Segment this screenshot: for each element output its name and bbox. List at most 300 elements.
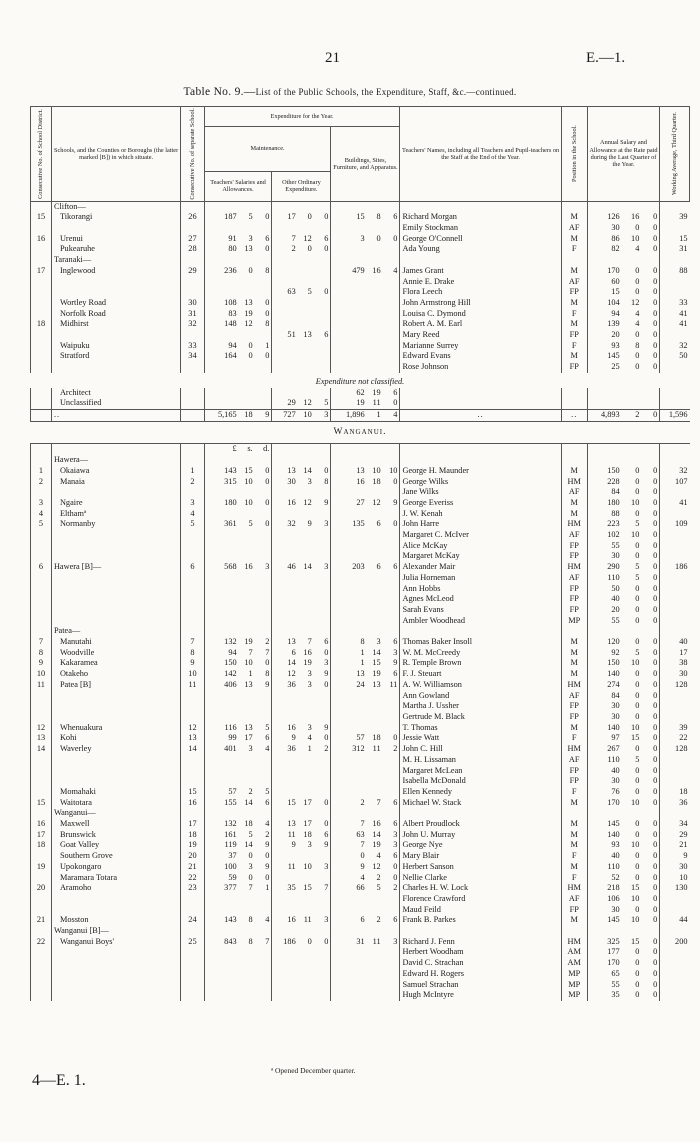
buildings-shillings: 2 [376, 872, 381, 882]
salaries-shillings [239, 541, 255, 552]
salaries-shillings: 14 [244, 797, 253, 807]
school-name [51, 755, 180, 766]
school-name [51, 551, 180, 562]
footer-reference: 4—E. 1. [32, 1072, 86, 1089]
buildings-pounds: 3 [331, 234, 367, 245]
teacher-name: Margaret C. McIver [400, 530, 561, 541]
table-row [31, 744, 690, 755]
other-shillings: 12 [303, 497, 312, 507]
salary-pence [641, 388, 659, 399]
buildings-pence: 0 [393, 861, 398, 871]
buildings-pence: 3 [393, 840, 398, 850]
buildings-pounds [331, 894, 367, 905]
teacher-name: Ada Young [400, 244, 561, 255]
buildings-shillings [367, 573, 383, 584]
teacher-name: Mary Blair [400, 851, 561, 862]
district-no [31, 905, 52, 916]
position: HM [561, 562, 587, 573]
salary-pence: 0 [653, 637, 658, 647]
school-name: Brunswick [51, 830, 180, 841]
district-no [31, 969, 52, 980]
salaries-pence [255, 287, 272, 298]
other-pence: 6 [324, 829, 329, 839]
position: F [561, 309, 587, 320]
salaries-shillings [239, 926, 255, 937]
salaries-shillings: 3 [248, 233, 253, 243]
school-no [181, 388, 204, 399]
other-pounds [272, 530, 298, 541]
salary-pence: 0 [653, 851, 658, 861]
salaries-pence: 0 [265, 658, 270, 668]
buildings-pence [383, 351, 400, 362]
buildings-pounds [331, 701, 367, 712]
school-name: Waipuku [51, 341, 180, 352]
salaries-pounds: 161 [204, 830, 238, 841]
table-row [31, 351, 690, 362]
buildings-shillings [367, 530, 383, 541]
table-row [31, 541, 690, 552]
salary-pounds: 86 [587, 234, 621, 245]
salaries-pence: 7 [265, 936, 270, 946]
buildings-shillings [367, 787, 383, 798]
salaries-pence [255, 255, 272, 266]
school-no [181, 980, 204, 991]
school-name [51, 766, 180, 777]
table-row [31, 255, 690, 266]
other-pence: 3 [324, 861, 329, 871]
other-pounds [272, 990, 298, 1001]
buildings-pence [383, 894, 400, 905]
salary-pence: 0 [653, 690, 658, 700]
salaries-shillings: 16 [244, 562, 253, 572]
buildings-shillings [367, 330, 383, 341]
other-shillings [298, 201, 314, 212]
buildings-pence [383, 766, 400, 777]
other-shillings: 7 [307, 637, 312, 647]
attendance: 30 [660, 669, 690, 680]
salary-pounds: 325 [587, 937, 621, 948]
other-pence [314, 309, 331, 320]
buildings-pounds [331, 712, 367, 723]
district-no [31, 487, 52, 498]
district-no [31, 362, 52, 373]
salaries-shillings: 12 [244, 319, 253, 329]
buildings-shillings [367, 487, 383, 498]
salaries-shillings [239, 766, 255, 777]
salaries-shillings [239, 388, 255, 399]
salaries-shillings [239, 584, 255, 595]
other-pence [314, 455, 331, 466]
teacher-name: Martha J. Ussher [400, 701, 561, 712]
position: F [561, 244, 587, 255]
buildings-pence: 6 [393, 212, 398, 222]
salaries-pounds: 57 [204, 787, 238, 798]
school-no [181, 551, 204, 562]
attendance [660, 277, 690, 288]
salaries-shillings [239, 223, 255, 234]
school-name: Upokongaro [51, 862, 180, 873]
buildings-pence [383, 701, 400, 712]
attendance [660, 958, 690, 969]
salaries-pounds [204, 277, 238, 288]
other-pence [314, 551, 331, 562]
attendance [660, 808, 690, 819]
total-buildings-shillings: 1 [367, 410, 383, 422]
salaries-pence [255, 330, 272, 341]
other-pence [314, 362, 331, 373]
other-pounds [272, 905, 298, 916]
district-no [31, 244, 52, 255]
teacher-name: Mary Reed [400, 330, 561, 341]
salaries-shillings: 13 [244, 722, 253, 732]
teacher-name: Alexander Mair [400, 562, 561, 573]
salary-pounds: 35 [587, 990, 621, 1001]
school-no: 12 [181, 723, 204, 734]
teacher-name: Agnes McLeod [400, 594, 561, 605]
teacher-name [400, 455, 561, 466]
salaries-shillings [239, 605, 255, 616]
salary-pounds: 120 [587, 637, 621, 648]
salaries-pounds [204, 894, 238, 905]
salary-pence: 0 [653, 744, 658, 754]
attendance [660, 980, 690, 991]
salary-shillings: 0 [635, 362, 640, 372]
school-name: Midhirst [51, 319, 180, 330]
school-name [51, 330, 180, 341]
buildings-pence [383, 776, 400, 787]
table-row [31, 776, 690, 787]
table-row [31, 990, 690, 1001]
total-salary-pence: 0 [641, 410, 659, 422]
table-row [31, 851, 690, 862]
salaries-shillings: 5 [248, 212, 253, 222]
other-pence [314, 487, 331, 498]
buildings-shillings: 12 [372, 497, 381, 507]
other-shillings [298, 573, 314, 584]
attendance [660, 530, 690, 541]
teacher-name [400, 926, 561, 937]
position: FP [561, 287, 587, 298]
other-pence: 0 [324, 465, 329, 475]
buildings-pounds [331, 244, 367, 255]
salaries-shillings: 0 [248, 872, 253, 882]
buildings-shillings: 16 [372, 265, 381, 275]
teacher-name: J. W. Kenah [400, 509, 561, 520]
salaries-pounds [204, 398, 238, 409]
teacher-name: Flora Leech [400, 287, 561, 298]
salaries-pence: 5 [265, 722, 270, 732]
salary-shillings: 0 [635, 637, 640, 647]
salaries-pounds: 568 [204, 562, 238, 573]
position [561, 388, 587, 399]
salary-shillings: 0 [635, 487, 640, 497]
district-no [31, 541, 52, 552]
school-name: Tikorangi [51, 212, 180, 223]
other-pence: 9 [324, 722, 329, 732]
salary-pence: 0 [653, 711, 658, 721]
wanganui-header-body [31, 421, 690, 455]
school-name: Clifton— [51, 201, 180, 212]
salary-shillings: 8 [635, 340, 640, 350]
salary-pence: 0 [653, 604, 658, 614]
salary-pence: 0 [653, 497, 658, 507]
school-name [51, 894, 180, 905]
table-row [31, 551, 690, 562]
district-no: 8 [31, 648, 52, 659]
salary-pounds [587, 626, 621, 637]
attendance: 44 [660, 915, 690, 926]
school-name: Normanby [51, 519, 180, 530]
position: FP [561, 766, 587, 777]
table-row [31, 980, 690, 991]
district-no [31, 851, 52, 862]
district-no [31, 787, 52, 798]
teacher-name: Nellie Clarke [400, 873, 561, 884]
table-row [31, 341, 690, 352]
other-pounds: 17 [272, 212, 298, 223]
salary-pence: 0 [653, 287, 658, 297]
salaries-pence: 4 [265, 819, 270, 829]
buildings-pounds [331, 969, 367, 980]
salary-pounds: 55 [587, 980, 621, 991]
salary-pence: 0 [653, 276, 658, 286]
salaries-shillings: 0 [248, 340, 253, 350]
salaries-pounds [204, 455, 238, 466]
other-pounds [272, 362, 298, 373]
salary-shillings: 4 [635, 244, 640, 254]
salaries-pence [255, 947, 272, 958]
other-pence [314, 351, 331, 362]
salaries-shillings: 13 [244, 679, 253, 689]
title-rest: List of the Public Schools, the Expenditure, Staff, &c.—continued. [255, 87, 517, 97]
teacher-name: George Wilks [400, 477, 561, 488]
salaries-pence [255, 926, 272, 937]
salaries-pence [255, 990, 272, 1001]
salaries-shillings: 18 [244, 819, 253, 829]
other-shillings [298, 701, 314, 712]
header-expenditure: Expenditure for the Year. [204, 107, 400, 127]
other-shillings: 0 [307, 936, 312, 946]
school-name: Wortley Road [51, 298, 180, 309]
other-pence: 6 [324, 330, 329, 340]
buildings-pounds [331, 958, 367, 969]
salary-pounds: 170 [587, 798, 621, 809]
buildings-shillings: 19 [372, 669, 381, 679]
salary-pence: 0 [653, 530, 658, 540]
other-shillings [298, 990, 314, 1001]
buildings-shillings: 11 [372, 936, 381, 946]
position: AF [561, 691, 587, 702]
district-no [31, 990, 52, 1001]
attendance [660, 584, 690, 595]
salaries-shillings: 13 [244, 244, 253, 254]
buildings-shillings [367, 287, 383, 298]
attendance [660, 776, 690, 787]
buildings-pounds: 135 [331, 519, 367, 530]
salary-pounds: 40 [587, 851, 621, 862]
attendance: 32 [660, 466, 690, 477]
buildings-pence [383, 626, 400, 637]
salary-pence: 0 [653, 297, 658, 307]
buildings-pounds: 63 [331, 830, 367, 841]
table-row [31, 330, 690, 341]
buildings-shillings [367, 201, 383, 212]
other-shillings [298, 584, 314, 595]
attendance [660, 605, 690, 616]
position: MP [561, 990, 587, 1001]
salary-shillings: 0 [635, 851, 640, 861]
salaries-shillings: 15 [244, 465, 253, 475]
school-no: 23 [181, 883, 204, 894]
salaries-pounds [204, 905, 238, 916]
salaries-shillings: 1 [248, 669, 253, 679]
school-name: Norfolk Road [51, 309, 180, 320]
buildings-pounds: 312 [331, 744, 367, 755]
teacher-name: James Grant [400, 266, 561, 277]
salaries-shillings [239, 905, 255, 916]
position: F [561, 733, 587, 744]
school-name: Wanganui— [51, 808, 180, 819]
salary-pounds: 140 [587, 723, 621, 734]
salary-pence: 0 [653, 308, 658, 318]
district-no [31, 351, 52, 362]
salary-shillings: 0 [635, 711, 640, 721]
salaries-shillings [239, 455, 255, 466]
buildings-shillings: 12 [372, 861, 381, 871]
salary-pence: 0 [653, 465, 658, 475]
salary-pounds: 65 [587, 969, 621, 980]
buildings-pence: 3 [393, 829, 398, 839]
teacher-name: Frank B. Parkes [400, 915, 561, 926]
other-pence [314, 509, 331, 520]
school-no: 18 [181, 830, 204, 841]
salaries-shillings: 0 [248, 265, 253, 275]
buildings-pounds: 62 [331, 388, 367, 399]
salaries-pounds: 187 [204, 212, 238, 223]
position: M [561, 212, 587, 223]
buildings-pounds [331, 509, 367, 520]
salaries-pence [255, 223, 272, 234]
position: FP [561, 712, 587, 723]
salaries-shillings: 19 [244, 637, 253, 647]
salaries-pence: 0 [265, 851, 270, 861]
buildings-shillings [367, 947, 383, 958]
buildings-pounds [331, 947, 367, 958]
salaries-shillings [239, 530, 255, 541]
district-no [31, 766, 52, 777]
salary-pounds: 223 [587, 519, 621, 530]
school-no [181, 594, 204, 605]
school-name [51, 287, 180, 298]
salaries-pounds: 155 [204, 798, 238, 809]
salary-pence: 0 [653, 861, 658, 871]
salary-pence: 0 [653, 733, 658, 743]
attendance: 50 [660, 351, 690, 362]
salaries-pence: 6 [265, 233, 270, 243]
buildings-pence: 0 [393, 519, 398, 529]
position: M [561, 648, 587, 659]
salaries-shillings [239, 626, 255, 637]
salary-pence: 0 [653, 819, 658, 829]
buildings-shillings [367, 584, 383, 595]
salary-shillings: 0 [635, 690, 640, 700]
salaries-pounds [204, 573, 238, 584]
salaries-shillings: 5 [248, 829, 253, 839]
other-pence: 0 [324, 819, 329, 829]
salary-pence: 0 [653, 840, 658, 850]
teacher-name: Rose Johnson [400, 362, 561, 373]
buildings-pounds [331, 487, 367, 498]
school-no [181, 277, 204, 288]
salaries-pounds [204, 712, 238, 723]
other-pounds: 9 [272, 840, 298, 851]
attendance [660, 398, 690, 409]
buildings-pence: 9 [393, 497, 398, 507]
other-pounds [272, 584, 298, 595]
table-row [31, 509, 690, 520]
buildings-pounds [331, 309, 367, 320]
other-pence: 6 [324, 233, 329, 243]
other-pounds: 7 [272, 234, 298, 245]
salaries-shillings [239, 776, 255, 787]
salary-pence: 0 [653, 551, 658, 561]
other-pence [314, 298, 331, 309]
other-shillings [298, 362, 314, 373]
buildings-pounds [331, 605, 367, 616]
salaries-shillings: 7 [248, 883, 253, 893]
other-pence [314, 980, 331, 991]
table-row [31, 798, 690, 809]
salaries-pounds: 180 [204, 498, 238, 509]
other-pounds: 2 [272, 244, 298, 255]
buildings-shillings [367, 712, 383, 723]
school-name: Elthamª [51, 509, 180, 520]
teacher-name: Charles H. W. Lock [400, 883, 561, 894]
position [561, 926, 587, 937]
buildings-pounds [331, 223, 367, 234]
other-shillings: 11 [303, 915, 312, 925]
salary-shillings: 10 [631, 722, 640, 732]
other-pounds [272, 701, 298, 712]
attendance: 31 [660, 244, 690, 255]
other-shillings [298, 616, 314, 627]
buildings-pounds: 4 [331, 873, 367, 884]
position: M [561, 862, 587, 873]
salaries-shillings [239, 398, 255, 409]
other-shillings: 9 [307, 519, 312, 529]
buildings-pence [383, 990, 400, 1001]
salaries-pence: 7 [265, 647, 270, 657]
buildings-pounds [331, 201, 367, 212]
salary-shillings [622, 255, 642, 266]
position: AM [561, 958, 587, 969]
other-pounds [272, 873, 298, 884]
other-pence [314, 341, 331, 352]
salaries-shillings: 14 [244, 840, 253, 850]
attendance [660, 201, 690, 212]
position: M [561, 840, 587, 851]
district-no [31, 980, 52, 991]
salaries-pence [255, 398, 272, 409]
salary-pounds: 139 [587, 319, 621, 330]
buildings-pence [383, 808, 400, 819]
table-row [31, 319, 690, 330]
buildings-pence [383, 787, 400, 798]
school-no: 17 [181, 819, 204, 830]
salaries-pounds: 37 [204, 851, 238, 862]
salaries-pence [255, 201, 272, 212]
total-other-pounds: 727 [272, 410, 298, 422]
